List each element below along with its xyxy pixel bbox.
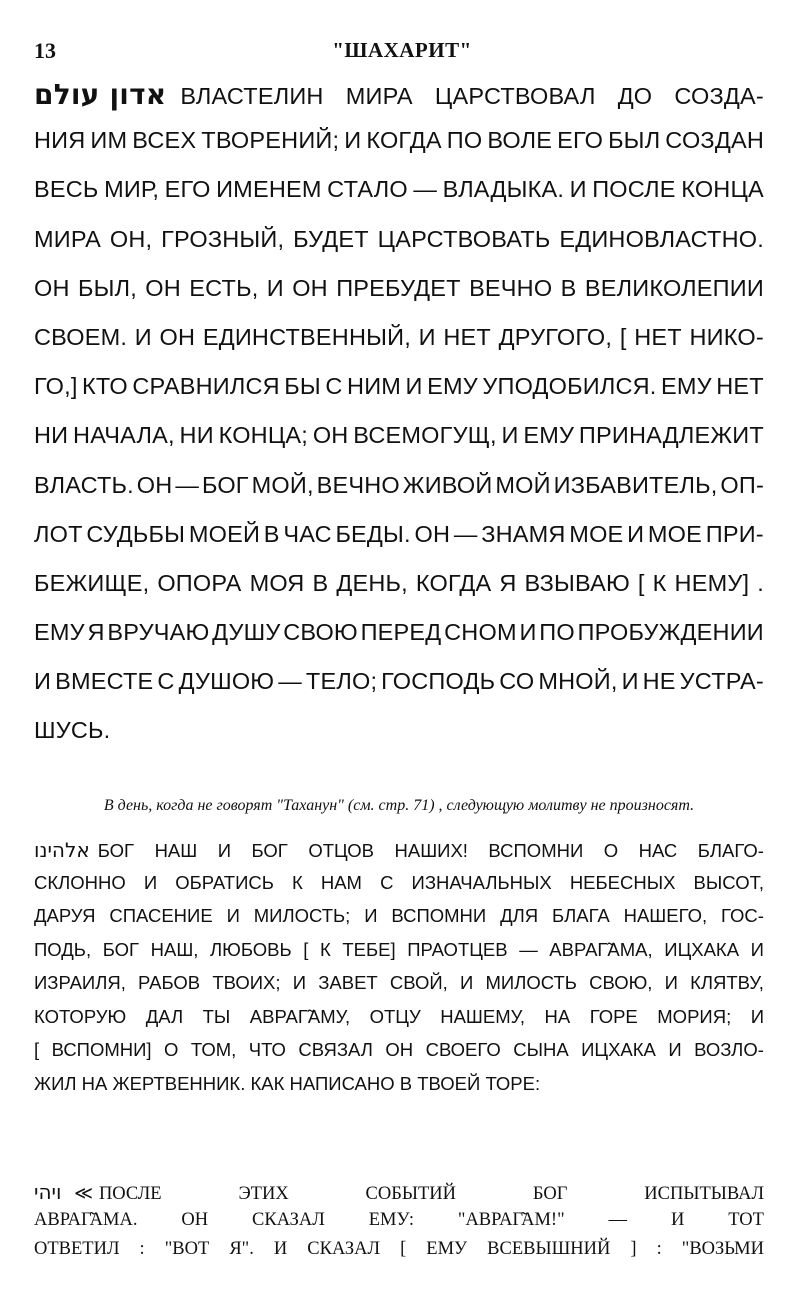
text-line: ויהי ≪ ПОСЛЕ ЭТИХ СОБЫТИЙ БОГ ИСПЫТЫВАЛ bbox=[34, 1180, 764, 1204]
text-line: [ ВСПОМНИ] О ТОМ, ЧТО СВЯЗАЛ ОН СВОЕГО СЫНА ИЦХАКА И ВОЗЛО- bbox=[34, 1039, 764, 1060]
text-line: ЛОТ СУДЬБЫ МОЕЙ В ЧАС БЕДЫ. ОН — ЗНАМЯ МОЕ И МОЕ ПРИ- bbox=[34, 520, 764, 547]
hebrew-opening-words: אדון עולם bbox=[34, 78, 167, 111]
text-line: МИРА ОН, ГРОЗНЫЙ, БУДЕТ ЦАРСТВОВАТЬ ЕДИНОВЛАСТНО. bbox=[34, 225, 764, 252]
text-line: ЕМУ Я ВРУЧАЮ ДУШУ СВОЮ ПЕРЕД СНОМ И ПО ПРОБУЖДЕНИИ bbox=[34, 619, 764, 646]
text-line: ОН БЫЛ, ОН ЕСТЬ, И ОН ПРЕБУДЕТ ВЕЧНО В ВЕЛИКОЛЕПИИ bbox=[34, 274, 764, 301]
text-line: И ВМЕСТЕ С ДУШОЮ — ТЕЛО; ГОСПОДЬ СО МНОЙ, И НЕ УСТРА- bbox=[34, 668, 764, 695]
page-header bbox=[34, 38, 770, 68]
text-line: ИЗРАИЛЯ, РАБОВ ТВОИХ; И ЗАВЕТ СВОЙ, И МИЛОСТЬ СВОЮ, И КЛЯТВУ, bbox=[34, 972, 764, 993]
text-line: ВЛАСТЬ. ОН — БОГ МОЙ, ВЕЧНО ЖИВОЙ МОЙ ИЗБАВИТЕЛЬ, ОП- bbox=[34, 471, 764, 498]
text-line: ШУСЬ. bbox=[34, 717, 111, 744]
text-line: НИ НАЧАЛА, НИ КОНЦА; ОН ВСЕМОГУЩ, И ЕМУ ПРИНАДЛЕЖИТ bbox=[34, 422, 764, 449]
hebrew-opening-word: ויהי bbox=[34, 1180, 62, 1204]
text-line: СКЛОННО И ОБРАТИСЬ К НАМ С ИЗНАЧАЛЬНЫХ НЕБЕСНЫХ ВЫСОТ, bbox=[34, 871, 764, 893]
text-line: ОТВЕТИЛ : "ВОТ Я". И СКАЗАЛ [ ЕМУ ВСЕВЫШНИЙ ] : "ВОЗЬМИ bbox=[34, 1239, 764, 1259]
reading-marker-icon: ≪ bbox=[74, 1183, 93, 1204]
text-line: אדון עולם ВЛАСТЕЛИН МИРА ЦАРСТВОВАЛ ДО СОЗДА- bbox=[34, 78, 764, 111]
text-line: ЖИЛ НА ЖЕРТВЕННИК. КАК НАПИСАНО В ТВОЕЙ ТОРЕ: bbox=[34, 1072, 541, 1094]
text-line: НИЯ ИМ ВСЕХ ТВОРЕНИЙ; И КОГДА ПО ВОЛЕ ЕГО БЫЛ СОЗДАН bbox=[34, 127, 764, 154]
text-line: БЕЖИЩЕ, ОПОРА МОЯ В ДЕНЬ, КОГДА Я ВЗЫВАЮ [ К НЕМУ] . bbox=[34, 569, 764, 596]
text-line: ПОДЬ, БОГ НАШ, ЛЮБОВЬ [ К ТЕБЕ] ПРАОТЦЕВ — АВРАГ̃АМА, ИЦХАКА И bbox=[34, 938, 764, 960]
text-line: אלהינו БОГ НАШ И БОГ ОТЦОВ НАШИХ! ВСПОМНИ О НАС БЛАГО- bbox=[34, 838, 764, 862]
instruction-rubric: В день, когда не говорят "Таханун" (см. стр. 71) , следующую молитву не произносят. bbox=[103, 797, 695, 814]
text-line: ВЕСЬ МИР, ЕГО ИМЕНЕМ СТАЛО — ВЛАДЫКА. И ПОСЛЕ КОНЦА bbox=[34, 176, 764, 203]
adon-olam-paragraph bbox=[34, 78, 764, 767]
text-line: ДАРУЯ СПАСЕНИЕ И МИЛОСТЬ; И ВСПОМНИ ДЛЯ БЛАГА НАШЕГО, ГОС- bbox=[34, 905, 764, 926]
hebrew-opening-word: אלהינו bbox=[34, 838, 90, 862]
eloheinu-paragraph bbox=[34, 838, 764, 1106]
text-line: АВРАГ̃АМА. ОН СКАЗАЛ ЕМУ: "АВРАГ̃АМ!" — И ТОТ bbox=[34, 1209, 764, 1230]
text-line: СВОЕМ. И ОН ЕДИНСТВЕННЫЙ, И НЕТ ДРУГОГО, [ НЕТ НИКО- bbox=[34, 323, 764, 350]
vayehi-paragraph bbox=[34, 1180, 764, 1269]
text-line: ГО,] КТО СРАВНИЛСЯ БЫ С НИМ И ЕМУ УПОДОБИЛСЯ. ЕМУ НЕТ bbox=[34, 373, 764, 400]
text-line: КОТОРУЮ ДАЛ ТЫ АВРАГ̃АМУ, ОТЦУ НАШЕМУ, НА ГОРЕ МОРИЯ; И bbox=[34, 1005, 764, 1027]
running-title: "ШАХАРИТ" bbox=[332, 38, 472, 62]
page-number: 13 bbox=[34, 38, 56, 63]
